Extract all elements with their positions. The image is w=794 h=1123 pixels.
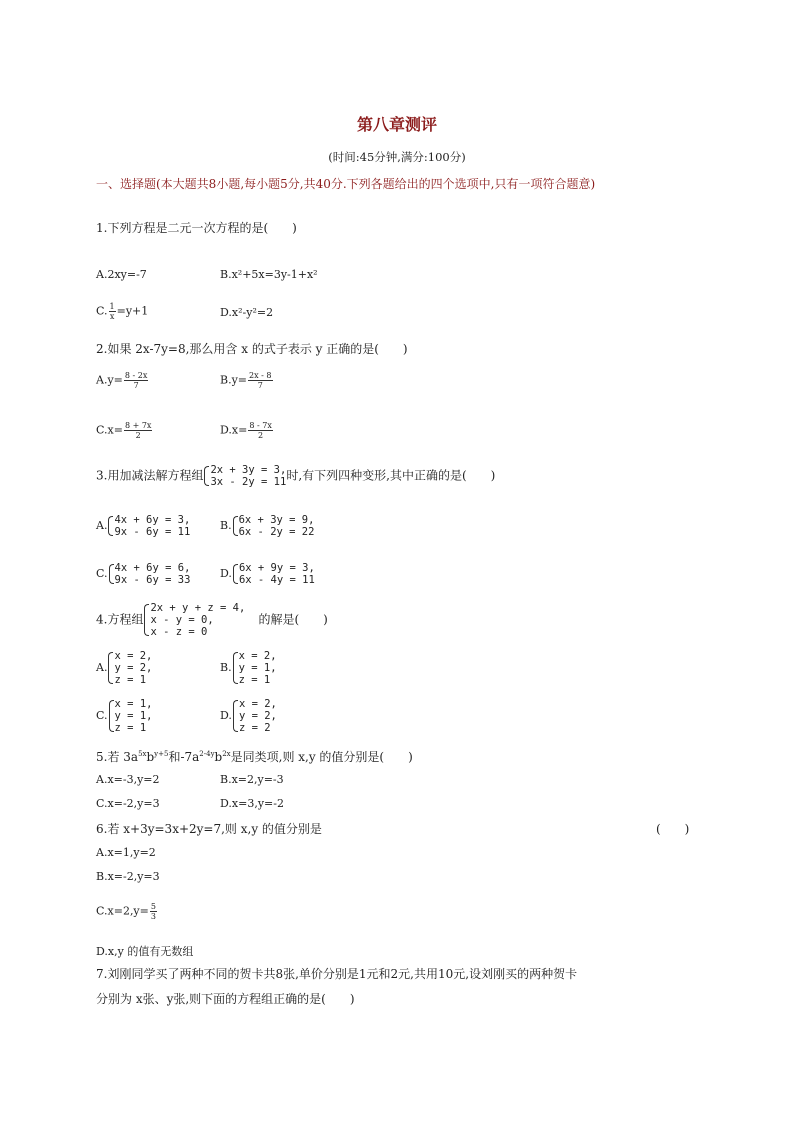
q2-option-a: A.y= $\frac{8 - 2x}{7}$ <box>96 371 148 390</box>
q5-option-a: A.x=-3,y=2 <box>96 773 160 786</box>
q6-option-c: C.x=2,y= $\frac{5}{3}$ <box>96 902 156 921</box>
q3-option-d: D. 6x + 9y = 3, 6x - 4y = 11 <box>220 562 315 586</box>
page-title: 第八章测评 <box>356 115 437 134</box>
q6-option-b: B.x=-2,y=3 <box>96 870 160 883</box>
q3-option-a: A. 4x + 6y = 3, 9x - 6y = 11 <box>96 514 191 538</box>
question-2-stem: 2.如果 2x-7y=8,那么用含 x 的式子表示 y 正确的是( ) <box>96 342 408 356</box>
answer-blank: ( ) <box>656 822 690 836</box>
q4-option-c: C. x = 1, y = 1, z = 1 <box>96 698 153 734</box>
question-4-stem: 4.方程组 2x + y + z = 4, x - y = 0, x - z = 0 的解是( ) <box>96 602 328 638</box>
q6-option-d: D.x,y 的值有无数组 <box>96 945 194 958</box>
q2-option-b: B.y= $\frac{2x - 8}{7}$ <box>220 371 272 390</box>
question-7-line-2: 分别为 x张、y张,则下面的方程组正确的是( ) <box>96 992 355 1006</box>
question-7-line-1: 7.刘刚同学买了两种不同的贺卡共8张,单价分别是1元和2元,共用10元,设刘刚买的两种贺卡 <box>96 967 578 981</box>
q4-option-b: B. x = 2, y = 1, z = 1 <box>220 650 277 686</box>
q4-option-a: A. x = 2, y = 2, z = 1 <box>96 650 153 686</box>
section-heading: 一、选择题(本大题共8小题,每小题5分,共40分.下列各题给出的四个选项中,只有一项符合题意) <box>96 177 596 191</box>
fraction: $\frac{1}{x}$ <box>109 302 115 321</box>
q6-option-a: A.x=1,y=2 <box>96 846 156 859</box>
q3-option-b: B. 6x + 3y = 9, 6x - 2y = 22 <box>220 514 315 538</box>
q1-option-a: A.2xy=-7 <box>96 268 147 281</box>
question-6-stem: 6.若 x+3y=3x+2y=7,则 x,y 的值分别是 <box>96 822 322 836</box>
q3-option-c: C. 4x + 6y = 6, 9x - 6y = 33 <box>96 562 191 586</box>
q4-option-d: D. x = 2, y = 2, z = 2 <box>220 698 277 734</box>
exam-info: (时间:45分钟,满分:100分) <box>328 150 466 164</box>
question-3-stem: 3.用加减法解方程组 2x + 3y = 3, 3x - 2y = 11 时,有下列四种变形,其中正确的是( ) <box>96 464 496 488</box>
q1-option-d: D.x²-y²=2 <box>220 306 274 319</box>
question-1-stem: 1.下列方程是二元一次方程的是( ) <box>96 221 297 235</box>
question-5-stem: 5.若 $3a^{5x}b^{y+5}$和$-7a^{2-4y}b^{2x}$是同类项,则 x,y 的值分别是( ) <box>96 750 413 764</box>
q5-option-b: B.x=2,y=-3 <box>220 773 284 786</box>
q1-option-b: B.x²+5x=3y-1+x² <box>220 268 318 281</box>
equation-system: 2x + 3y = 3, 3x - 2y = 11 <box>203 464 286 488</box>
q5-option-c: C.x=-2,y=3 <box>96 797 160 810</box>
q1-option-c: C. $\frac{1}{x}$ =y+1 <box>96 302 149 321</box>
q2-option-c: C.x= $\frac{8 + 7x}{2}$ <box>96 421 152 440</box>
q2-option-d: D.x= $\frac{8 - 7x}{2}$ <box>220 421 272 440</box>
q5-option-d: D.x=3,y=-2 <box>220 797 284 810</box>
